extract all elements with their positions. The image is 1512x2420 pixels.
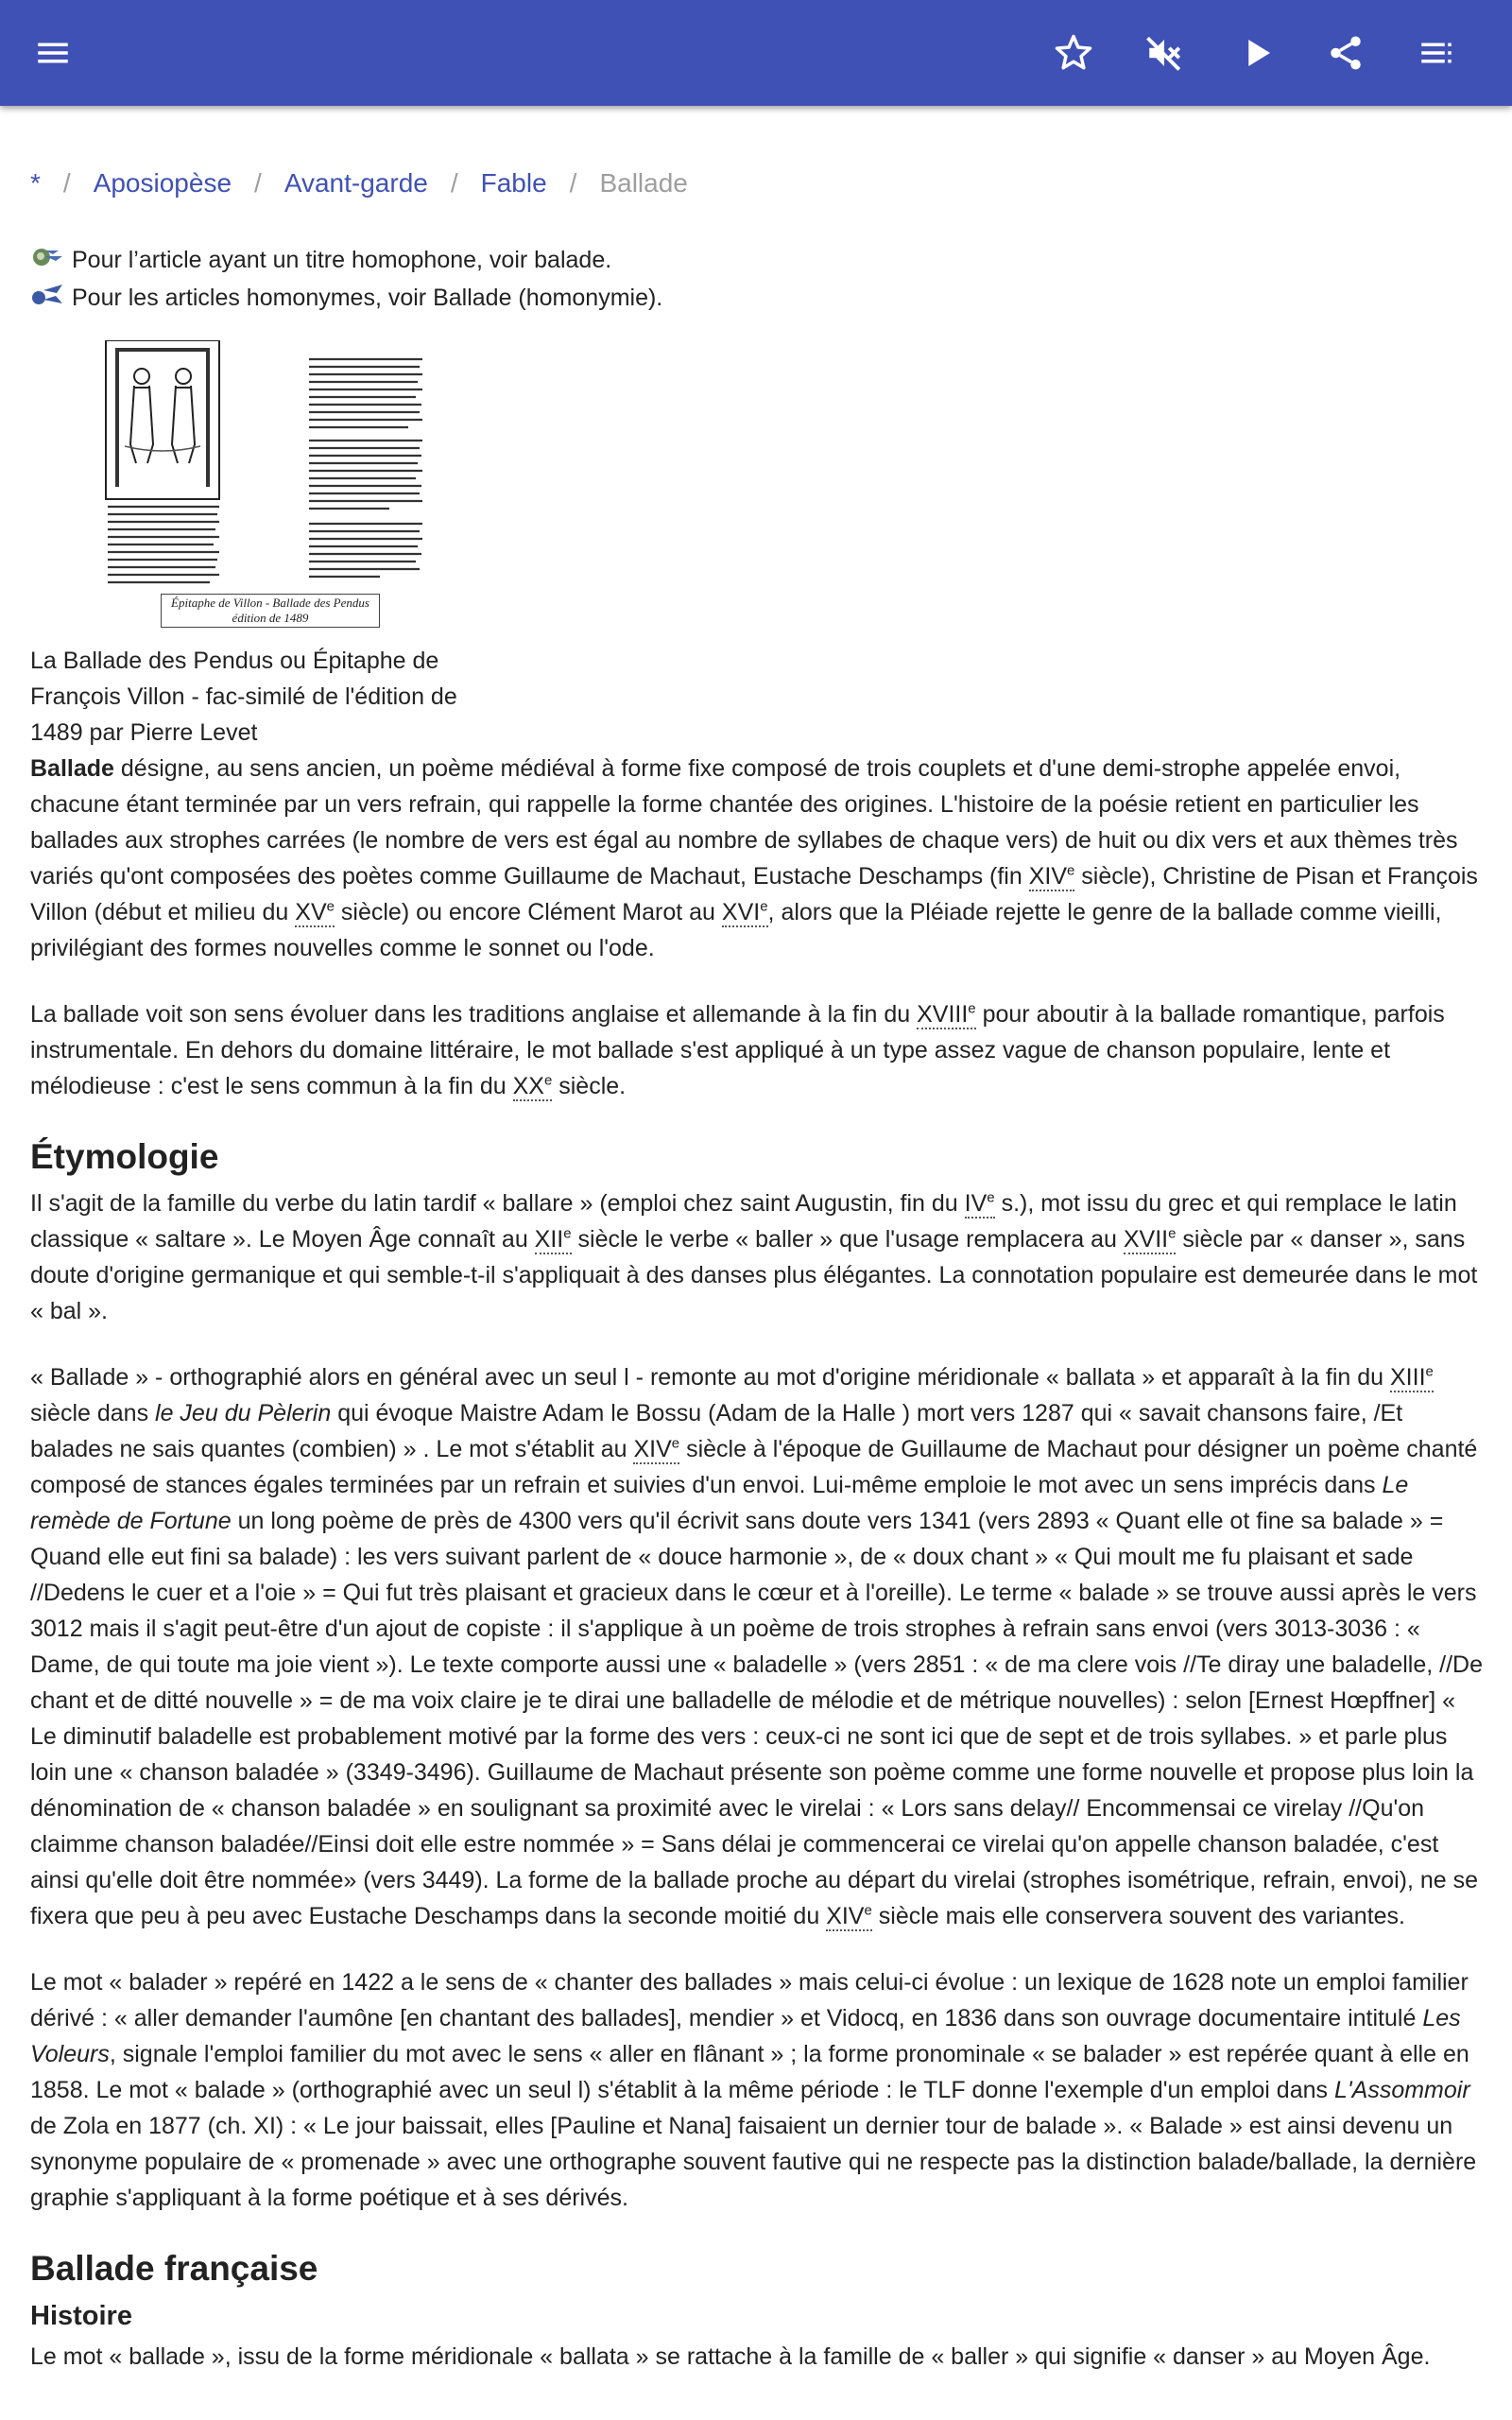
breadcrumb-separator: / xyxy=(62,168,71,198)
mute-button[interactable] xyxy=(1132,21,1196,85)
breadcrumb-item-root[interactable]: * xyxy=(30,168,41,198)
breadcrumb-separator: / xyxy=(569,168,577,198)
facsimile-inscription: Épitaphe de Villon - Ballade des Pendus édition de 1489 xyxy=(161,594,380,628)
etymology-paragraph-1: Il s'agit de la famille du verbe du latin tardif « ballare » (emploi chez saint Augustin, fin du IVe s.), mot issu du grec et qui remplace le latin classique « saltare ». Le Moyen Âge connaît au XIIe siècle le verbe « baller » que l'usage remplacera au XVIIe siècle par « danser », sans doute d'origine germanique et qui semble-t-il s'appliquait à des danses plus élégantes. La connotation populaire est demeurée dans le mot « bal ». xyxy=(30,1189,1478,1324)
heading-histoire: Histoire xyxy=(30,2301,132,2331)
play-button[interactable] xyxy=(1225,21,1289,85)
app-bar xyxy=(0,0,1512,106)
etymology-paragraph-2: « Ballade » - orthographié alors en général avec un seul l - remonte au mot d'origine méridionale « ballata » et apparaît à la fin du XIIIe siècle dans le Jeu du Pèlerin qui évoque Maistre Adam le Bossu (Adam de la Halle ) mort vers 1287 qui « savait chansons faire, /Et balades ne sais quantes (combien) » . Le mot s'établit au XIVe siècle à l'époque de Guillaume de Machaut pour désigner un poème chanté composé de stances égales terminées par un refrain et suivies d'un envoi. Lui-même emploie le mot avec un sens imprécis dans Le remède de Fortune un long poème de près de 4300 vers qu'il écrivit sans doute vers 1341 (vers 2893 « Quant elle ot fine sa balade » = Quand elle eut fini sa balade) : les vers suivant parlent de « douce harmonie », de « doux chant » « Qui moult me fu plaisant et sade //Dedens le cuer et a l'oie » = Qui fut très plaisant et gracieux dans le cœur et à l'oreille). Le terme « balade » se trouve aussi après le vers 3012 mais il s'agit peut-être d'un ajout de copiste : il s'applique à un poème de trois strophes à refrain sans envoi (vers 3013-3036 : « Dame, de qui toute ma joie vient »). Le texte comporte aussi une « baladelle » (vers 2851 : « de ma clere vois //Te diray une baladelle, //De chant et de ditté nouvelle » = de ma voix claire je te dirai une balladelle de mélodie et de métrique nouvelles) : selon [Ernest Hœpffner] « Le diminutif baladelle est probablement motivé par la forme des vers : ceux-ci ne sont ici que de sept et de trois syllabes. » et parle plus loin une « chanson baladée » (3349-3496). Guillaume de Machaut présente son poème comme une forme nouvelle et propose plus loin la dénomination de « chanson baladée » en soulignant sa proximité avec le virelai : « Lors sans delay// Encommensai ce virelay //Qu'on claimme chanson baladée//Einsi doit elle estre nommée » = Sans délai je commencerai ce virelai qu'on appelle chanson baladée, c'est ainsi qu'elle doit être nommée» (vers 3449). La forme de la ballade proche au départ du virelai (strophes isométrique, refrain, envoi), ne se fixera que peu à peu avec Eustache Deschamps dans la seconde moitié du XIVe siècle mais elle conservera souvent des variantes. xyxy=(30,1363,1483,1929)
breadcrumb-item-avant-garde[interactable]: Avant-garde xyxy=(284,168,428,198)
disambiguation-icon xyxy=(30,283,66,311)
table-of-contents-button[interactable] xyxy=(1404,21,1469,85)
share-button[interactable] xyxy=(1314,21,1378,85)
century-xvi[interactable]: XVIe xyxy=(721,898,768,925)
title-les-voleurs: Les Voleurs xyxy=(30,2005,1461,2067)
list-icon xyxy=(1417,33,1456,73)
century-xv[interactable]: XVe xyxy=(295,898,335,925)
term-ballade: Ballade xyxy=(30,755,114,782)
heading-ballade-francaise: Ballade française xyxy=(30,2249,318,2288)
article-body xyxy=(30,751,1486,2405)
favorite-button[interactable] xyxy=(1041,21,1106,85)
title-jeu-du-pelerin: le Jeu du Pèlerin xyxy=(155,1400,332,1426)
century-xx[interactable]: XXe xyxy=(512,1072,553,1099)
hatnote-homonymie xyxy=(30,280,662,316)
century-xviii[interactable]: XVIIIe xyxy=(917,1000,976,1028)
breadcrumb-item-fable[interactable]: Fable xyxy=(480,168,547,198)
century-xiii[interactable]: XIIIe xyxy=(1390,1363,1434,1391)
breadcrumb-separator: / xyxy=(450,168,458,198)
homophone-icon xyxy=(30,245,66,273)
etymology-paragraph-3: Le mot « balader » repéré en 1422 a le sens de « chanter des ballades » mais celui-ci évolue : un lexique de 1628 note un emploi familier dérivé : « aller demander l'aumône [en chantant des ballades], mendier » et Vidocq, en 1836 dans son ouvrage documentaire intitulé Les Voleurs, signale l'emploi familier du mot avec le sens « aller en flânant » ; la forme pronominale « se balader » est repérée quant à elle en 1858. Le mot « balade » (orthographié avec un seul l) s'établit à la même période : le TLF donne l'exemple d'un emploi dans L'Assommoir de Zola en 1877 (ch. XI) : « Le jour baissait, elles [Pauline et Nana] faisaient un dernier tour de balade ». « Balade » est ainsi devenu un synonyme populaire de « promenade » avec une orthographe souvent fautive qui ne respecte pas la distinction balade/ballade, la dernière graphie s'appliquant à la forme poétique et à ses dérivés. xyxy=(30,1969,1477,2211)
breadcrumb-item-current: Ballade xyxy=(599,168,688,198)
star-icon xyxy=(1054,33,1093,73)
hatnote-text[interactable]: Pour les articles homonymes, voir Ballade (homonymie). xyxy=(72,285,663,311)
hatnote-homophone xyxy=(30,242,611,278)
century-xii[interactable]: XIIe xyxy=(534,1225,572,1253)
menu-button[interactable] xyxy=(21,21,85,85)
play-icon xyxy=(1237,33,1277,73)
intro-paragraph-2: La ballade voit son sens évoluer dans les traditions anglaise et allemande à la fin du XVIIIe pour aboutir à la ballade romantique, parfois instrumentale. En dehors du domaine littéraire, le mot ballade s'est appliqué à un type assez vague de chanson populaire, lente et mélodieuse : c'est le sens commun à la fin du XXe siècle. xyxy=(30,1000,1445,1099)
share-icon xyxy=(1326,33,1366,73)
menu-icon xyxy=(33,33,73,73)
breadcrumb-item-aposiopese[interactable]: Aposiopèse xyxy=(93,168,232,198)
mute-icon xyxy=(1144,33,1184,73)
century-xiv[interactable]: XIVe xyxy=(826,1902,872,1929)
century-xiv[interactable]: XIVe xyxy=(633,1435,680,1462)
heading-etymologie: Étymologie xyxy=(30,1137,219,1176)
intro-paragraph-1: Ballade désigne, au sens ancien, un poème médiéval à forme fixe composé de trois couplets et d'une demi-strophe appelée envoi, chacune étant terminée par un vers refrain, qui rappelle la forme chantée des origines. L'histoire de la poésie retient en particulier les ballades aux strophes carrées (le nombre de vers est égal au nombre de syllabes de chaque vers) de huit ou dix vers et aux thèmes très variés qu'ont composées des poètes comme Guillaume de Machaut, Eustache Deschamps (fin XIVe siècle), Christine de Pisan et François Villon (début et milieu du XVe siècle) ou encore Clément Marot au XVIe, alors que la Pléiade rejette le genre de la ballade comme vieilli, privilégiant des formes nouvelles comme le sonnet ou l'ode. xyxy=(30,755,1478,961)
title-lassommoir: L'Assommoir xyxy=(1333,2077,1470,2103)
title-remede-de-fortune: Le remède de Fortune xyxy=(30,1472,1409,1534)
hatnote-text[interactable]: Pour l’article ayant un titre homophone, voir balade. xyxy=(72,247,612,273)
history-paragraph-1: Le mot « ballade », issu de la forme méridionale « ballata » se rattache à la famille de « baller » qui signifie « danser » au Moyen Âge. xyxy=(30,2343,1431,2370)
century-iv[interactable]: IVe xyxy=(964,1189,995,1217)
figure-caption: La Ballade des Pendus ou Épitaphe de François Villon - fac-similé de l'édition de 1489 par Pierre Levet xyxy=(30,648,457,746)
century-xvii[interactable]: XVIIe xyxy=(1123,1225,1177,1253)
breadcrumb xyxy=(30,168,688,199)
century-xiv[interactable]: XIVe xyxy=(1028,862,1075,890)
breadcrumb-separator: / xyxy=(254,168,262,198)
